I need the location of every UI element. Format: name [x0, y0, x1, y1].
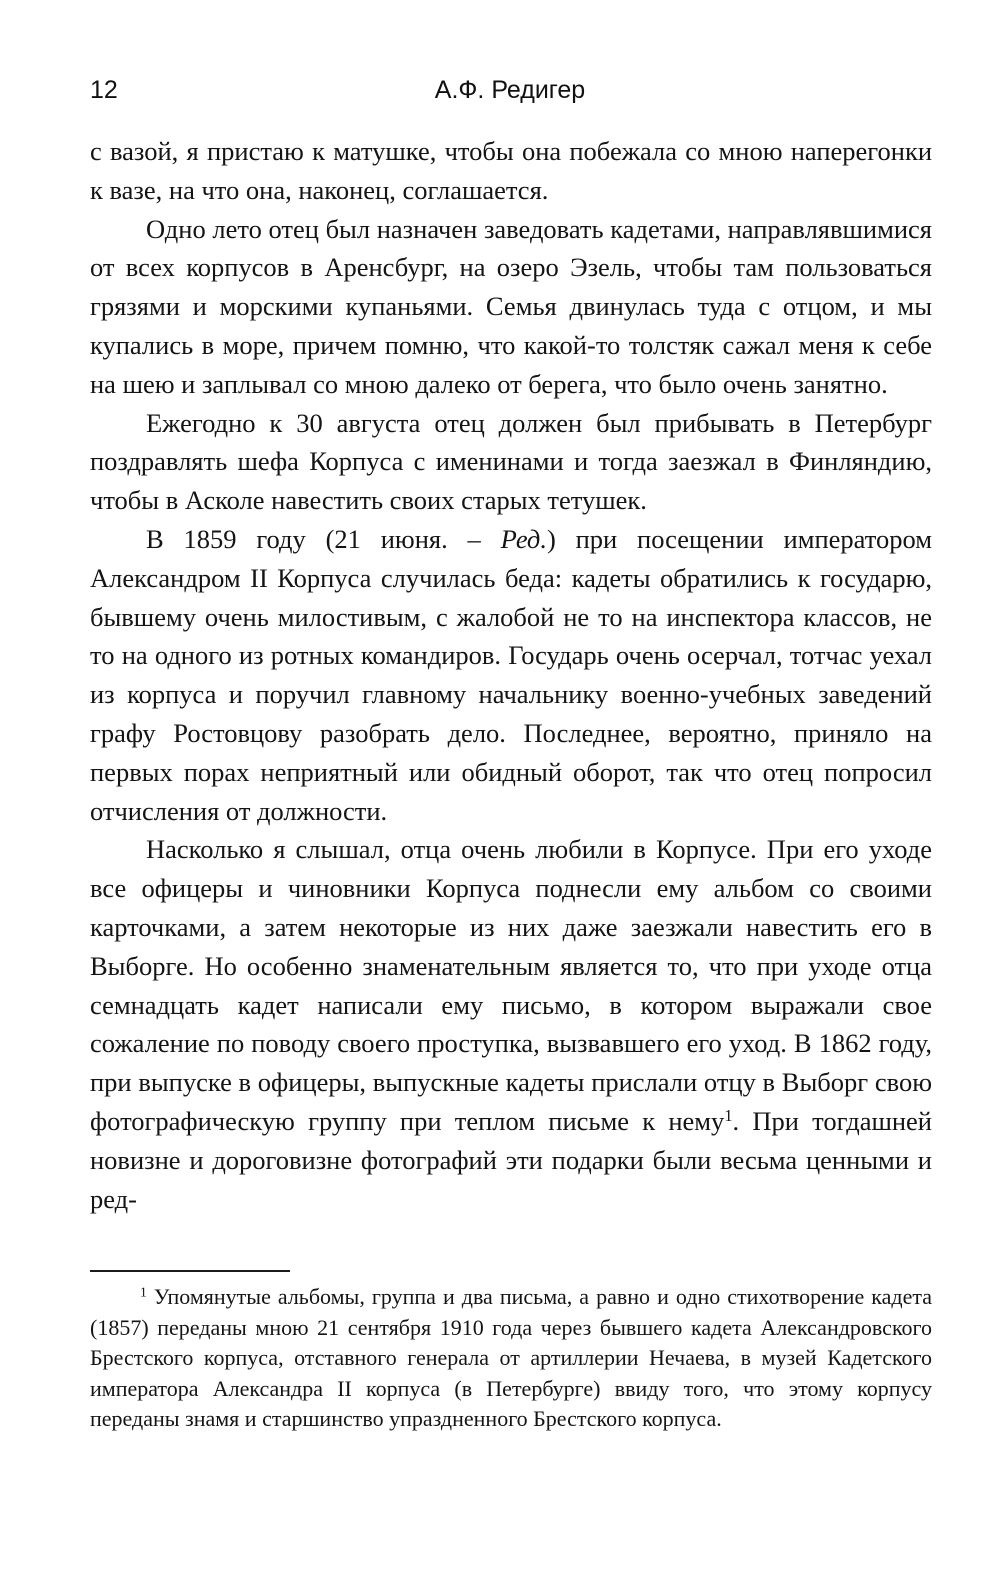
- paragraph: [90, 830, 932, 1218]
- running-head: [90, 76, 930, 112]
- running-head-author: А.Ф. Редигер: [434, 76, 586, 104]
- paragraph: Ежегодно к 30 августа отец должен был прибывать в Петербург поздравлять шефа Корпуса с именинами и тогда заезжал в Финляндию, чтобы в Асколе навестить своих старых тетушек.: [90, 407, 932, 516]
- page-number: 12: [90, 76, 118, 104]
- paragraph: [90, 520, 932, 830]
- body-text: [90, 132, 932, 1218]
- paragraph: Одно лето отец был назначен заведовать кадетами, направлявшимися от всех корпусов в Аренсбург, на озеро Эзель, чтобы там пользоваться грязями и морскими купаньями. Семья двинулась туда с отцом, и мы купались в море, причем помню, что какой-то толстяк сажал меня к себе на шею и заплывал со мною далеко от берега, что было очень занятно.: [90, 213, 932, 399]
- footnote-text: Упомянутые альбомы, группа и два письма, а равно и одно стихотворение кадета (1857) переданы мною 21 сентября 1910 года через бывшего кадета Александровского Брестского корпуса, отставного генерала от артиллерии Нечаева, в музей Кадетского императора Александра II корпуса (в Петербурге) ввиду того, что этому корпусу переданы знамя и старшинство упраздненного Брестского корпуса.: [90, 1284, 932, 1431]
- paragraph: с вазой, я пристаю к матушке, чтобы она побежала со мною наперегонки к вазе, на что она, наконец, соглашается.: [90, 136, 932, 205]
- footnote-reference: 1: [724, 1105, 733, 1125]
- footnote-marker: 1: [140, 1284, 147, 1300]
- footnote-divider: [90, 1270, 290, 1272]
- editor-note-abbreviation: Ред.: [500, 523, 547, 554]
- paragraph-text: . При тогдашней новизне и дороговизне фотографий эти подарки были весьма ценными и ред-: [90, 1105, 932, 1214]
- paragraph-text: В 1859 году (21 июня. –: [146, 523, 501, 554]
- paragraph-text: ) при посещении императором Александром II Корпуса случилась беда: кадеты обратились к государю, бывшему очень милостивым, с жалобой не то на инспектора классов, не то на одного из ротных командиров. Государь очень осерчал, тотчас уехал из корпуса и поручил главному начальнику военно-учебных заведений графу Ростовцову разобрать дело. Последнее, вероятно, приняло на первых порах неприятный или обидный оборот, так что отец попросил отчисления от должности.: [90, 523, 932, 826]
- paragraph-text: Насколько я слышал, отца очень любили в Корпусе. При его уходе все офицеры и чиновники Корпуса поднесли ему альбом со своими карточками, а затем некоторые из них даже заезжали навестить его в Выборге. Но особенно знаменательным является то, что при уходе отца семнадцать кадет написали ему письмо, в котором выражали свое сожаление по поводу своего проступка, вызвавшего его уход. В 1862 году, при выпуске в офицеры, выпускные кадеты прислали отцу в Выборг свою фотографическую группу при теплом письме к нему: [90, 834, 932, 1136]
- footnote: [90, 1282, 932, 1435]
